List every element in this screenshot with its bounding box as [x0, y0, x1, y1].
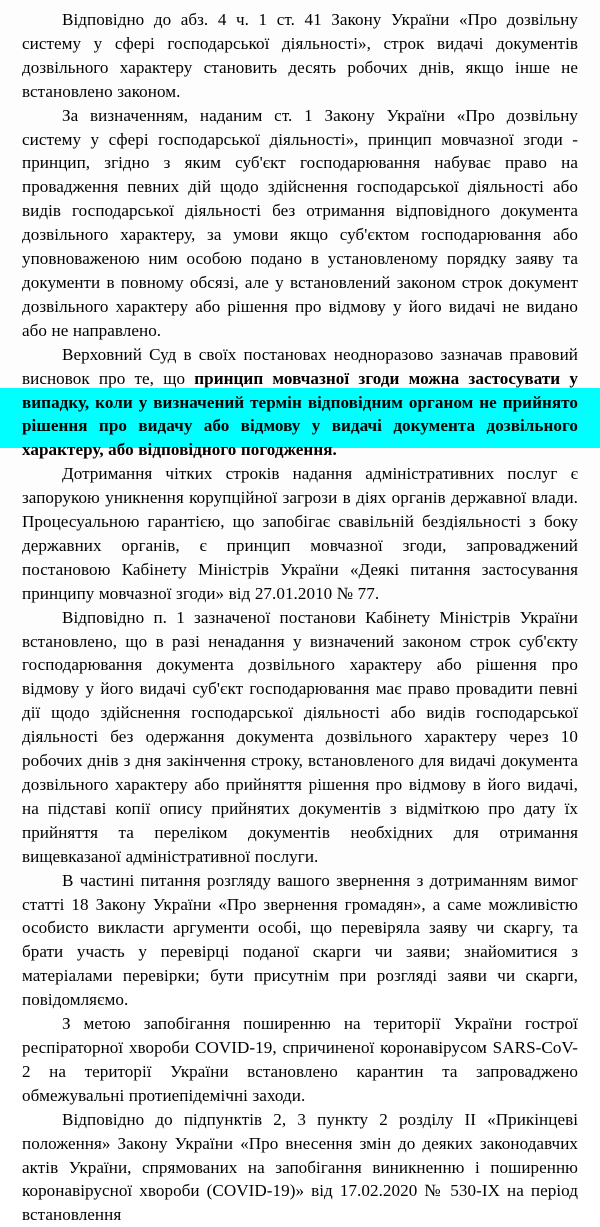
paragraph-6: В частині питання розгляду вашого звернення з дотриманням вимог статті 18 Закону України «Про звернення громадян», а саме можливістю особисто викласти аргументи особі, що перевіряла заяву чи скаргу, та брати участь у перевірці поданої скарги чи заяви; знайомитися з матеріалами перевірки; бути присутнім при розгляді заяви чи скарги, повідомляємо. — [22, 870, 578, 1010]
paragraph-7: З метою запобігання поширенню на території України гострої респіраторної хвороби COVID-19, спричиненої коронавірусом SARS-CoV-2 на території України встановлено карантин та запроваджено обмежувальні протиепідемічні заходи. — [22, 1014, 578, 1105]
paragraph-3-bold: принцип мовчазної згоди можна застосувати у випадку, коли у визначений термін відповідним органом не прийнято рішення про видачу або відмову у видачі документа дозвільного характеру, або відповідного погодження. — [22, 368, 579, 460]
paragraph-4 — [22, 462, 578, 605]
paragraph-4-highlighted: принцип мовчазної згоди, запроваджений постановою Кабінету Міністрів України «Деякі питання застосування принципу мовчазної згоди» від 27.01.2010 № 77. — [22, 535, 578, 603]
document-body — [22, 8, 578, 1227]
paragraph-8: Відповідно до підпунктів 2, 3 пункту 2 розділу ІІ «Прикінцеві положення» Закону України «Про внесення змін до деяких законодавчих актів України, спрямованих на запобігання виникненню і поширенню коронавірусної хвороби (COVID-19)» від 17.02.2020 № 530-IX на період встановлення — [22, 1109, 578, 1225]
paragraph-3 — [22, 343, 578, 463]
paragraph-5: Відповідно п. 1 зазначеної постанови Кабінету Міністрів України встановлено, що в разі ненадання у визначений законом строк суб'єкту господарювання документа дозвільного характеру або рішення про відмову у його видачі суб'єкт господарювання має право провадити певні дії щодо здійснення господарської діяльності або видів господарської діяльності без одержання документа дозвільного характеру через 10 робочих днів з дня закінчення строку, встановленого для видачі документа дозвільного характеру або прийняття рішення про відмову в його видачі, на підставі копії опису прийнятих документів з відміткою про дату їх прийняття та переліком документів необхідних для отримання вищевказаної адміністративної послуги. — [22, 607, 578, 866]
paragraph-3-lead: Верховний Суд в своїх постановах неодноразово зазначав правовий висновок про те, що — [22, 344, 578, 388]
paragraph-1: Відповідно до абз. 4 ч. 1 ст. 41 Закону України «Про дозвільну систему у сфері господарської діяльності», строк видачі документів дозвільного характеру становить десять робочих днів, якщо інше не встановлено законом. — [22, 10, 578, 101]
paragraph-2: За визначенням, наданим ст. 1 Закону України «Про дозвільну систему у сфері господарської діяльності», принцип мовчазної згоди - принцип, згідно з яким суб'єкт господарювання набуває право на провадження певних дій щодо здійснення господарської діяльності або видів господарської діяльності без отримання відповідного документа дозвільного характеру, за умови якщо суб'єктом господарювання або уповноваженою ним особою подано в установленому порядку заяву та документи в повному обсязі, але у встановлений законом строк документ дозвільного характеру або рішення про відмову у його видачі не видано або не направлено. — [22, 105, 578, 340]
paragraph-4-lead: Дотримання чітких строків надання адміністративних послуг є запорукою уникнення корупційної загрози в діях органів державної влади. Процесуальною гарантією, що запобігає свавільній бездіяльності з боку державних органів, є — [22, 464, 578, 555]
